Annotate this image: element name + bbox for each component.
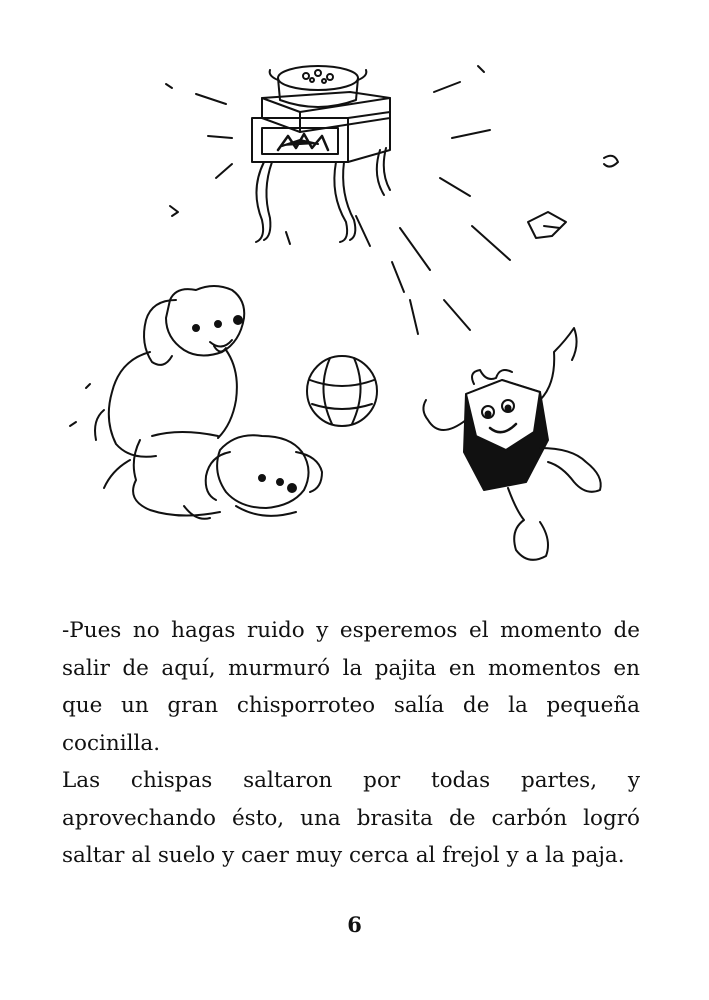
text-line: -Pues no hagas ruido y esperemos el momento de bbox=[62, 618, 640, 643]
stove-illustration bbox=[252, 66, 390, 242]
puppy-sitting-illustration bbox=[70, 286, 244, 457]
basketball-illustration bbox=[307, 356, 377, 426]
text-line: salir de aquí, murmuró la pajita en momentos en bbox=[62, 655, 640, 681]
paragraph-1 bbox=[62, 612, 640, 762]
text-line: cocinilla. bbox=[62, 730, 161, 756]
puppy-lying-illustration bbox=[104, 432, 322, 519]
page-number: 6 bbox=[347, 912, 362, 937]
story-text bbox=[62, 612, 640, 875]
sparks-illustration bbox=[166, 66, 618, 334]
coal-character-illustration bbox=[423, 328, 600, 560]
paragraph-2 bbox=[62, 762, 640, 875]
text-line: aprovechando ésto, una brasita de carbón logró bbox=[62, 805, 640, 831]
text-line: saltar al suelo y caer muy cerca al frejol y a la paja. bbox=[62, 843, 625, 868]
text-line: que un gran chisporroteo salía de la pequeña bbox=[62, 693, 640, 718]
text-line: Las chispas saltaron por todas partes, y bbox=[62, 768, 640, 793]
